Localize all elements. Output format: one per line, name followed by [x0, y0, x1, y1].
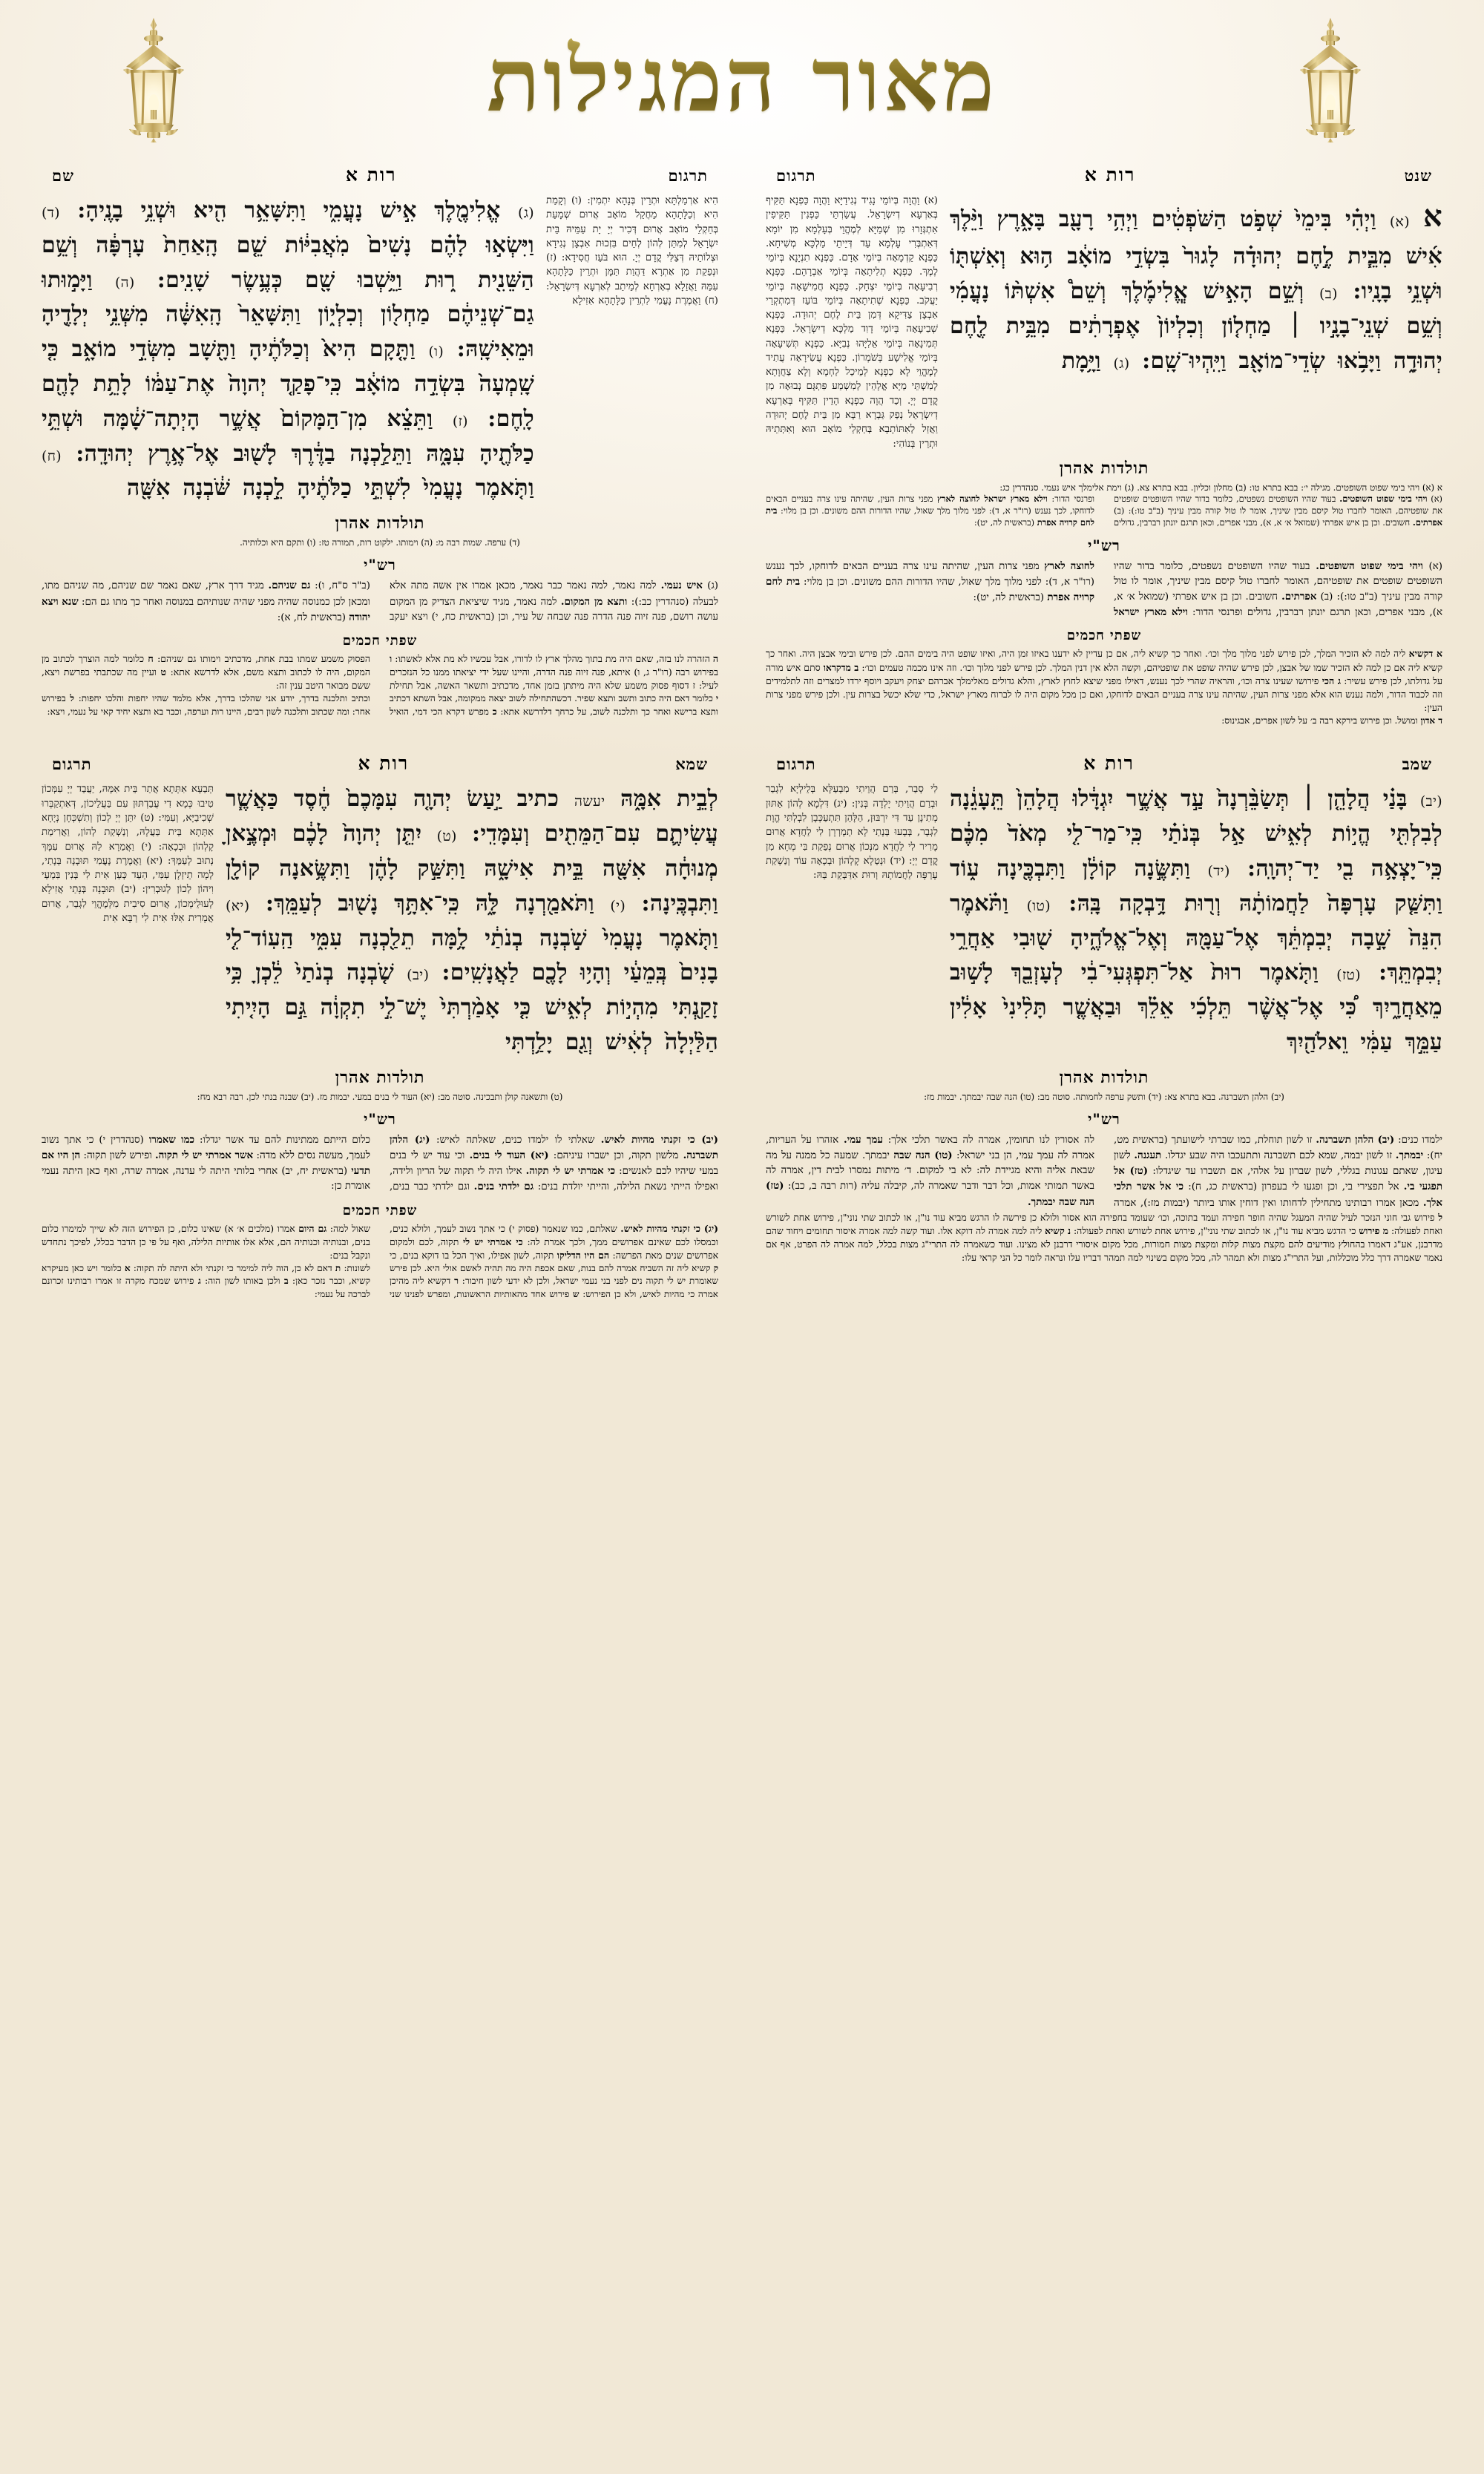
rashi-body: (א) ויהי בימי שפוט השופטים. בעוד שהיו השופטים נשפטים, כלומר בדור שהיו השופטים שופטים את שופטיהם, האומר לחברו טול קיסם מבין שיניך, אומר לו טול קורה מבין עיניך (ב"ב טו:): (ב) אפרתים. חשובים. וכן בן איש אפרתי (שמואל א׳ א, א), מבני אפרים, וכאן תרגם יונתן רברבין, גדולים ופרנסי הדור: וילא מארץ ישראל לחוצה לארץ מפני צרות העין, שהיתה עינו צרה בעניים הבאים לדוחקו, לכך נענש (רו"ר א, ד): לפני מלוך מלך שאול, שהיו הדורות ההם משונים. וכן בן מלוי: בית לחם קרויה אפרת (בראשית לה, יט): — [766, 560, 1442, 619]
targum-column: הִיא אַרְמַלְתָּא וּתְרֵין בְּנָהָא יִתְמִין: (ו) וְקָמַת הִיא וְכַלָּתָהָא מֵחֲקַל מוֹאָב אֲרוּם שְׁמָעַת בְּחַקְלֵי מוֹאָב אֲרוּם דְּכִיר יְיָ יָת עַמֵּיהּ בֵּית יִשְׂרָאֵל לְמִתַּן לְהוֹן לְחֵים בִּזְכוּת אִבְצָן נְגִידָא וּצְלוֹתֵיהּ דְּצַלִּי קֳדָם יְיָ. הוּא בֹּעַז חֲסִידָא: (ז) וּנְפַקַת מִן אַתְרָא דַּהֲוַת תַּמָּן וּתְרֵין כַּלָּתָהָא עִמַּהּ וַאֲזַלָא בְאָרְחָא לְמֵיתַב לְאַרְעָא דְּיִשְׂרָאֵל: (ח) וַאֲמֶרֶת נָעֳמִי לִתְרֵין כַּלָּתָהָא אִזִילָא — [546, 195, 718, 306]
sifsei-chachamim-body: (יג) כי זקנתי מהיות לאיש. שאלתם, כמו שנאמר (פסוק י) כי אתך נשוב לעמך, ולולא כנים, וכמסלו לכם שאינם אפרושים ממך, ולכך אמרת לה: כי אמרתי יש לי תקוה, לכם ולמקום אפרושים שנים מאת הפרשה: הם היו הדליקו תקוה, לשון אפילו, ואיך הכל בו דוקא בנים, כי שאול למה: גם היום אמרו (מלכים א׳ א) שאינו כלום, כן הפירוש הזה לא שייך למימרו כלום בנים, ובנותיה וכנותיה הם, אלא אלו אותיות הלילה, ואף על פי כן הדבר בכלל, לפיכך נתחדש ונקבל בנים: — [42, 1222, 719, 1261]
running-head — [766, 735, 1442, 782]
toldos-aharon-heading: תולדות אהרן — [335, 513, 425, 534]
page-spread — [37, 160, 1447, 1301]
chapter-title: רות א — [358, 752, 410, 775]
sifsei-chachamim-footer: ק קשיא ליה זה השביח אמרה להם בנות, שאם אכפת היה מה תהיה לאשם אולי היא. לכן פירש שאומרת יש לי תקוה נים לפני בני נעמי ישראל, ולכן לא ידעי לשון חיבור: ר דקשיא ליה מהיכן אמרה כי מהיות לאיש, ולא כן הפירוש: ש פירוש אחד מהאותיות הראשונות, ומפרש לפנינו שני לשונות: ת דאם לא כן, הוה ליה למימר כי זקנתי ולא היתה לה תקוה: א כלומר ויש כאן מעיקרא קשיא, וכבר נזכר כאן: ב ולכן באותו לשון הוה: ג פירוש שמכח מקרה זו אמרו רבותינו זכרונם לברכה על נעמי: — [42, 1262, 719, 1299]
running-head — [766, 160, 1442, 194]
page-number: שמב — [1402, 755, 1432, 774]
toldos-aharon-body: (יב) הלהן תשברנה. בבא בתרא צא: (יד) ותשק ערפה לחמותה. סוטה מב: (טו) הנה שבה יבמתך. יבמות מז: — [924, 1091, 1284, 1102]
lantern-icon — [1287, 16, 1374, 142]
targum-label: תרגום — [776, 755, 816, 774]
sefer-page — [37, 735, 723, 1301]
page-number: שנט — [1404, 166, 1432, 185]
rashi-heading: רש"י — [364, 1110, 396, 1129]
sifsei-chachamim-body: ל פירוש גבי חוני הנזכר לעיל שהיה המעגל שהיה חופר חפירה ועמד בתוכה, וכו׳ שעומד בחפירה הוא אסור ולולא כן פירשה לו הרגש מביא עוד נו"ן, או לכתוב שתי נוני"ן, פירוש אחת לשורש ואחת לפעולה: מ פירוש כי הדגש מביא עוד נו"ן, או לכתוב שתי נוני"ן, פירוש אחת לשורש ואחת לפעולה: נ קשיא ליה למה אמרה לה דוקא אלו. ועוד קשה למה אמרה איסור תחומים ויחוד שהם מדרבנן, אע"ג דאמרו בהחולץ מודיעים להם מקצת מצות קלות ומקצת מצות חמורות, מכל מקום איסורי דרבנן לא מצינו. ועוד כשאמרה לה התרי"ג מצות בכלל, למה אמרה לה הפרט, אף אם נאמר שאמרה דרך כלל מוכללות, ועל התרי"ג מצות ולא תמהר לה, מכל מקום בשינוי למה תמהר דבריו עלו ונראה לומר כל הני קראי עלו: — [766, 1211, 1442, 1263]
sefer-page — [37, 160, 723, 727]
rashi-body: (ג) איש נעמי. למה נאמר, למה נאמר כבר נאמר, מכאן אמרו אין אשה מתה אלא לבעלה (סנהדרין כב:): ותצא מן המקום. למה נאמר, מגיד שיציאת הצדיק מן המקום עושה רושם, פנה זיוה פנה הדרה פנה שבחה של עיר, וכן (בראשית כח, י) ויצא יעקב (ב"ר ס"ח, ו): גם שניהם. מגיד דרך ארץ, שאם נאמר שם שניהם, מה שניהם מתו, ומכאן לכן כמנוסה שהיה מפני שהיה שנותיהם במנוסה ואחר כך מתו גם הם: שנא ויצא יהודה (בראשית לח, א): — [42, 580, 719, 623]
scripture-block — [766, 194, 1442, 451]
running-head — [42, 160, 718, 194]
targum-label: תרגום — [668, 166, 708, 185]
main-scripture-text: א (א) וַיְהִ֗י בִּימֵי֙ שְׁפֹ֣ט הַשֹּׁפְטִ֔ים וַיְהִ֥י רָעָ֖ב בָּאָ֑רֶץ וַיֵּ֨לֶךְ אִ֜ישׁ מִבֵּ֧ית לֶ֣חֶם יְהוּדָ֗ה לָגוּר֙ בִּשְׂדֵ֣י מוֹאָ֔ב ה֥וּא וְאִשְׁתּ֖וֹ וּשְׁנֵ֥י בָנָֽיו: (ב) וְשֵׁ֣ם הָאִ֣ישׁ אֱ‍ֽלִימֶ֡לֶךְ וְשֵׁם֩ אִשְׁתּ֨וֹ נָעֳמִ֜י וְשֵׁ֥ם שְׁנֵֽי־בָנָ֣יו ׀ מַחְל֤וֹן וְכִלְיוֹן֙ אֶפְרָתִ֔ים מִבֵּ֥ית לֶ֖חֶם יְהוּדָ֑ה וַיָּבֹ֥אוּ שְׂדֵי־מוֹאָ֖ב וַיִּֽהְיוּ־שָֽׁם: (ג) וַיָּ֥מָת — [950, 199, 1443, 374]
main-scripture-text: (ג) אֱלִימֶ֖לֶךְ אִ֣ישׁ נָעֳמִ֑י וַתִּשָּׁאֵ֥ר הִ֖יא וּשְׁנֵ֥י בָנֶֽיהָ: (ד) וַיִּשְׂא֣וּ לָהֶ֗ם נָשִׁים֙ מֹֽאֲבִיּ֔וֹת שֵׁ֤ם הָֽאַחַת֙ עָרְפָּ֔ה וְשֵׁ֥ם הַשֵּׁנִ֖ית ר֑וּת וַיֵּ֥שְׁבוּ שָׁ֖ם כְּעֶ֥שֶׂר שָׁנִֽים: (ה) וַיָּמ֣וּתוּ גַם־שְׁנֵיהֶ֔ם מַחְל֖וֹן וְכִלְי֑וֹן וַתִּשָּׁאֵר֙ הָֽאִשָּׁ֔ה מִשְּׁנֵ֥י יְלָדֶ֖יהָ וּמֵאִישָֽׁהּ: (ו) וַתָּ֤קָם הִיא֙ וְכַלֹּתֶ֔יהָ וַתָּ֖שָׁב מִשְּׂדֵ֣י מוֹאָ֑ב כִּ֤י שָֽׁמְעָה֙ בִּשְׂדֵ֣ה מוֹאָ֔ב כִּֽי־פָקַ֤ד יְהוָה֙ אֶת־עַמּ֔וֹ לָתֵ֥ת לָהֶ֖ם לָֽחֶם: (ז) וַתֵּצֵ֗א מִן־הַמָּקוֹם֙ אֲשֶׁ֣ר הָיְתָה־שָׁ֔מָּה וּשְׁתֵּ֥י כַלֹּתֶ֖יהָ עִמָּ֑הּ וַתֵּלַ֣כְנָה בַדֶּ֔רֶךְ לָשׁ֖וּב אֶל־אֶ֥רֶץ יְהוּדָֽה: (ח) וַתֹּ֤אמֶר נָעֳמִי֙ לִשְׁתֵּ֣י כַלֹּתֶ֔יהָ לֵ֣כְנָה שֹּׁ֔בְנָה אִשָּׁ֖ה — [42, 197, 535, 502]
toldos-aharon-body: (ד) ערפה. שמות רבה מ: (ה) וימותו. ילקוט רות, תמורה טז: (ו) ותקם היא וכלותיה. — [240, 537, 520, 548]
page-title: מאור המגילות — [442, 34, 1042, 126]
scripture-block — [42, 782, 718, 1060]
targum-column: (א) וַהֲוָה בְּיוֹמֵי נָגִיד נְגִידַיָּא וַהֲוָה כַּפְנָא תַּקִּיף בְּאַרְעָא דְיִשְׂרָאֵל. עֲשַׂרְתֵּי כַּפְנִין תַּקִּיפִין אִתְגְּזָרוּ מִן שְׁמַיָּא לְמֶהֱוֵי בְּעָלְמָא מִן יוֹמָא דְּאִתְבְּרִי עָלְמָא עַד דְּיֵיתֵי מַלְכָּא מְשִׁיחָא. כַּפְנָא קַדְמָאָה בְּיוֹמֵי אָדָם. כַּפְנָא תִנְיָנָא בְּיוֹמֵי לֶמֶךְ. כַּפְנָא תְלִיתָאָה בְּיוֹמֵי אַבְרָהָם. כַּפְנָא רְבִיעָאָה בְּיוֹמֵי יִצְחָק. כַּפְנָא חֲמִישָׁאָה בְּיוֹמֵי יַעֲקֹב. כַּפְנָא שְׁתִיתָאָה בְּיוֹמֵי בּוֹעַז דְּמִתְקְרֵי אִבְצָן צַדִּיקָא דְּמִן בֵּית לֶחֶם יְהוּדָה. כַּפְנָא שְׁבִיעָאָה בְּיוֹמֵי דָוִד מַלְכָּא דְיִשְׂרָאֵל. כַּפְנָא תְּמִינָאָה בְּיוֹמֵי אֵלִיָּהוּ נְבִיָּא. כַּפְנָא תְּשִׁיעָאָה בְּיוֹמֵי אֱלִישָׁע בְּשֹׁמְרוֹן. כַּפְנָא עֲשִׂירָאָה עֲתִיד לְמֶהֱוֵי לָא כַפְנָא לְמֵיכַל לַחְמָא וְלָא צַחֲוָתָא לְמִשְׁתֵּי מַיָּא אֱלָהֵין לְמִשְׁמַע פִּתְגָּם נְבוּאָה מִן קֳדָם יְיָ. וְכַד הֲוָה כַּפְנָא הָדֵין תַּקִּיף בְּאַרְעָא דְיִשְׂרָאֵל נְפַק גַּבְרָא רַבָּא מִן בֵּית לֶחֶם יְהוּדָה וַאֲזַל לְאִתּוֹתָבָא בְּחַקְלֵי מוֹאָב הוּא וְאִתְּתֵיהּ וּתְרֵין בְּנוֹהִי: — [766, 195, 938, 450]
sifsei-chachamim-heading: שפתי חכמים — [1066, 628, 1142, 644]
page-number: שמא — [675, 755, 708, 774]
targum-label: תרגום — [776, 166, 816, 185]
sifsei-chachamim-body: ה הזהרה לנו בזה, שאם היה מת בתוך מהלך ארץ לו לדורו, אבל עכשיו לא מת אלא לאשתו: ו בפירוש רבה (רו"ר ג, ו) איתא, פנה זיוה פנה הדרה, והיינו שעל ידי יציאתו ממנו כל הנזכרים לעיל: ז דסוף פסוק משמע שלא היה מיתתן בזמן אחד, מדכתיב ותשאר האשה, אבל תחילת הפסוק משמע שמתו בבת אחת, מדכתיב וימותו גם שניהם: ח כלומר למה הוצרך לכתוב מן המקום, היה לו לכתוב ותצא משם, אלא לדרשא אתא: ט ועיין מה שכתבתי בפרשת ויצא, ששם מבואר היטב ענין זה: — [42, 652, 718, 691]
toldos-aharon-body: א (א) ויהי בימי שפוט השופטים. מגילה י׳: בבא בתרא טו: (ב) מחלון וכליון. בבא בתרא צא. (ג) וימת אלימלך איש נעמי. סנהדרין כג: — [999, 482, 1442, 493]
running-head — [42, 735, 718, 782]
scripture-block — [766, 782, 1442, 1060]
lantern-icon — [110, 16, 197, 142]
toldos-aharon-heading: תולדות אהרן — [1059, 458, 1149, 478]
rashi-body: (יב) כי זקנתי מהיות לאיש. שאלתי לו ילמדו כנים, שאלתה לאיש: (יג) הלהן תשברנה. מלשון תקוה, וכן ישברו עיניהם: (יא) העוד לי בנים. וכי עוד יש לי בנים במעי שיהיו לכם לאנשים: כי אמרתי יש לי תקוה. אילו היה לי תקוה של הריון ולידה, ואפילו הייתי נשאת הלילה, והייתי יולדת בנים: גם ילדתי בנים. וגם ילדתי כבר בנים, כלום הייתם ממתינות להם עד אשר יגדלו: כמו שאמרו (סנהדרין י) כי אתך נשוב לעמך, מעשה נסים ללא מדה: אשר אמרתי יש לי תקוה. ופירש לשון תקוה: הן היו אם תדעי (בראשית יח, יב) אחרי בלותי היתה לי עדנה, אמרה שרה, ואף כאן היתה נעמי אומרת כן: — [42, 1134, 719, 1193]
main-scripture-text: לְבֵ֣ית אִמָּ֑הּ יעשה כתיב יַ֣עַשׂ יְהוָ֤ה עִמָּכֶם֙ חֶ֔סֶד כַּאֲשֶׁ֧ר עֲשִׂיתֶ֛ם עִם־הַמֵּתִ֖ים וְעִמָּדִֽי: (ט) יִתֵּ֤ן יְהוָה֙ לָכֶ֔ם וּמְצֶ֣אןָ מְנוּחָ֔ה אִשָּׁ֖ה בֵּ֣ית אִישָׁ֑הּ וַתִּשַּׁ֣ק לָהֶ֔ן וַתִּשֶּׂ֥אנָה קוֹלָ֖ן וַתִּבְכֶּֽינָה: (י) וַתֹּאמַ֖רְנָה לָּ֑הּ כִּֽי־אִתָּ֥ךְ נָשׁ֖וּב לְעַמֵּֽךְ: (יא) וַתֹּ֤אמֶר נָעֳמִי֙ שֹׁ֣בְנָה בְנֹתַ֔י לָ֥מָּה תֵלַ֖כְנָה עִמִּ֑י הַֽעֽוֹד־לִ֤י בָנִים֙ בְּֽמֵעַ֔י וְהָי֥וּ לָכֶ֖ם לַאֲנָשִֽׁים: (יב) שֹׁ֤בְנָה בְנֹתַי֙ לֵ֔כְןָ כִּ֥י זָקַ֖נְתִּי מִהְי֣וֹת לְאִ֑ישׁ כִּ֤י אָמַ֨רְתִּי֙ יֶשׁ־לִ֣י תִקְוָ֔ה גַּ֣ם הָיִ֤יתִי הַלַּ֨יְלָה֙ לְאִ֔ישׁ וְגַ֖ם יָלַ֥דְתִּי — [226, 786, 718, 1056]
targum-column: תְּבַעָא אִתְּתָא אֲתַר בֵּית אִמָּהּ, יַעֲבֵד יְיָ עִמְּכוֹן טִיבוּ כְּמָא דִי עֲבַדְתּוּן עִם בַּעֲלֵיכוֹן, דְּאִתְקַבְּרוּ שְׁכִיבַיָּא, וְעִמִּי: (ט) יִתֵּן יְיָ לְכוֹן וְתִשְׁכְּחָן נְיָחָא אִתְּתָא בֵּית בַּעֲלָהּ, וְנַשְׁקַת לְהוֹן, וַאֲרִימַת קָלְהוֹן וּבְכָאָה: (י) וַאֲמַרָא לַהּ אֲרוּם עִמָּךְ נְתוּב לְעַמֵּךְ: (יא) וַאֲמֶרֶת נָעֳמִי תּוּבָנָה בְּנָתַי, לְמָה תֵיזְלָן עִמִּי, הַעַד כְּעַן אִית לִי בְּנִין בִּמְעַי וִיהוֹן לְכוֹן לְגוּבְרִין: (יב) תּוּבָנָה בְּנָתַי אֲזִילָא לְעוּלֵימְכוֹן, אֲרוּם סִיבִית מִלְּמֶהֱוֵי לִגְבַר, אֲרוּם אֲמָרִית אִלּוּ אִית לִי רַבָּא אִית — [42, 784, 214, 924]
sifsei-chachamim-heading: שפתי חכמים — [342, 1202, 418, 1218]
scripture-block — [42, 194, 718, 506]
sefer-page — [761, 160, 1447, 727]
toldos-aharon-heading: תולדות אהרן — [1059, 1067, 1149, 1087]
targum-label: תרגום — [52, 755, 92, 774]
rashi-heading: רש"י — [1088, 536, 1120, 554]
main-scripture-text: (יב) בָּנַ֗י הֲלָהֵ֤ן ׀ תְּשַׂבֵּ֨רְנָה֙ עַ֣ד אֲשֶׁ֣ר יִגְדָּ֔לוּ הֲלָהֵן֙ תֵּֽעָגֵ֔נָה לְבִלְתִּ֖י הֱי֣וֹת לְאִ֑ישׁ אַ֣ל בְּנֹתַ֗י כִּֽי־מַר־לִ֤י מְאֹד֙ מִכֶּ֔ם כִּֽי־יָצְאָ֥ה בִ֖י יַד־יְהוָֽה: (יד) וַתִּשֶּׂ֣נָה קוֹלָ֔ן וַתִּבְכֶּ֖ינָה ע֑וֹד וַתִּשַּׁ֤ק עָרְפָּה֙ לַחֲמוֹתָ֔הּ וְר֖וּת דָּ֥בְקָה בָּֽהּ: (טו) וַתֹּ֗אמֶר הִנֵּה֙ שָׁ֣בָה יְבִמְתֵּ֔ךְ אֶל־עַמָּ֖הּ וְאֶל־אֱלֹהֶ֑יהָ שׁ֖וּבִי אַחֲרֵ֥י יְבִמְתֵּֽךְ: (טז) וַתֹּ֤אמֶר רוּת֙ אַל־תִּפְגְּעִי־בִ֔י לְעָזְבֵ֖ךְ לָשׁ֣וּב מֵאַחֲרָ֑יִךְ כִּ֠י אֶל־אֲשֶׁ֨ר תֵּלְכִ֜י אֵלֵ֗ךְ וּבַאֲשֶׁ֤ר תָּלִ֨ינִי֙ אָלִ֔ין עַמֵּ֣ךְ עַמִּ֔י וֵאלֹהַ֖יִךְ — [950, 786, 1442, 1056]
rashi-heading: רש"י — [364, 556, 396, 574]
chapter-title: רות א — [1083, 752, 1135, 775]
rashi-heading: רש"י — [1088, 1110, 1120, 1129]
rashi-body: ילמדו כנים: (יב) הלהן תשברנה. זו לשון תוחלת, כמו שברתי לישועתך (בראשית מט, יח): יבמתך. זו לשון יבמה, שמא לכם תשברנה ותתעכבו היה שבע יגדלו. תעגנה. לשון עיגון, שאתם עגונות בגללי, לשון שברון על אלהי, אם תשברו עד שיגדלו: (טז) אל תפגעי בי. אל תפצירי בי, וכן ופגעו לי בעפרון (בראשית כג, ח): כי אל אשר תלכי אלך. מכאן אמרו רבותינו מתחילין לדחותו ואין דוחין אותו ביותר (יבמות מז:), אמרה לה אסורין לנו תחומין, אמרה לה באשר תלכי אלך: עמך עמי. אזהרו על העריות, אמרה לה עמך עמי, הן בני ישראל: (טו) הנה שבה יבמתך. שמעה כל ממנה על מה שבאת אליה והיא מגיידת לה: לא בי למקום. ד׳ מיתות נמסרו לבית דין, אמרה לה באשר תמותי אמות, וכל דבר ודבר שאמרה לה, קיבלה עליה (רות רבה ב, כב): (טז) הנה שבה יבמתך. — [766, 1134, 1442, 1209]
toldos-aharon-body: (ט) ותשאנה קולן ותבכינה. סוטה מב: (יא) העוד לי בנים במעי. יבמות מז. (יב) שבנה בנתי לכן. רבה רבא מח: — [197, 1091, 563, 1102]
chapter-title: רות א — [345, 164, 397, 186]
page-number: שם — [52, 166, 74, 185]
sefer-page — [761, 735, 1447, 1301]
sifsei-chachamim-footer: י כלומר דאם היה כתוב ותשב ותצא שפיר. דכשהתחילה לשוב יצאה ממקומה, אבל השתא דכתיב ותצא ברישא ואחר כך ותלכנה לשוב, על כרחך דלדרשא אתא: כ מפרש דקרא הכי דמי, הואיל וכתיב ותלכנה בדרך, יודע אני שהלכו בדרך, אלא מלמד שהיו יחפות והלכו יחפות: ל בפירוש אחר: ומה שכתוב ותלכנה לשון רבים, היינו רות וערפה, וכבר בא ותצא יחיד קאי על נעמי, ויצא: — [42, 693, 718, 717]
toldos-aharon-extended: (א) ויהי בימי שפוט השופטים. בעוד שהיו השופטים נשפטים, כלומר בדור שהיו השופטים שופטים את שופטיהם, האומר לחברו טול קיסם מבין שיניך, אומר לו טול קורה מבין עיניך (ב"ב טו:): (ב) אפרתים. חשובים. וכן בן איש אפרתי (שמואל א׳ א, א), מבני אפרים, וכאן תרגם יונתן רברבין, גדולים ופרנסי הדור: וילא מארץ ישראל לחוצה לארץ מפני צרות העין, שהיתה עינו צרה בעניים הבאים לדוחקו, לכך נענש (רו"ר א, ד): לפני מלוך מלך שאול, שהיו הדורות ההם משונים. וכן בן מלוי: בית לחם קרויה אפרת (בראשית לה, יט): — [766, 493, 1442, 528]
chapter-title: רות א — [1084, 164, 1136, 186]
sifsei-chachamim-footer: ד אדון ומושל. וכן פירוש בירקא רבה ב׳ על לשון אפרים, אבגינוס: — [1221, 715, 1442, 726]
masthead — [0, 0, 1484, 160]
sifsei-chachamim-body: א דקשיא ליה למה לא הזכיר המלך, לכן פירש לפני מלוך מלך וכו׳. ואחר כך קשיא ליה, אם כן עדיין לא ידענו באיזו זמן היה, ואיזו שופט היה בימים ההם. לכן פירש ובימי אבצן היה. ואחר כך קשיא ליה אם כן למה לא הזכיר שמו של אבצן, לכן פירש שהיה שופט את שופטיהם, וקשה הלא אין דנין המלך. לכן פירש לפני מלוך וכו׳. וזה אינו מכמה טעמים וכו׳: ב מדקראו סתם איש מורה על גדולתו, לכן פירש עשיר: ג הכי פירושו שעינו צרה וכו׳, והראיה שהרי לכך נענש, דאילו מפני שיצא לחוץ לארץ, והלא גדולים מאלימלך אברהם יצחק ויעקב ויוסף ירדו למצרים וזה לתלמידים וזה לכבוד הדור, ולמה נענש הוא אלא מפני צרות העין, שהיתה עינו צרה בעניים הבאים לדוחקו, ואם כן מכל מקום היה לו לברוח מארץ ישראל, כדי שלא יכשל בצרות עין. ולכן פירש מפני צרות העין: — [766, 648, 1443, 713]
sifsei-chachamim-heading: שפתי חכמים — [342, 632, 418, 649]
toldos-aharon-heading: תולדות אהרן — [335, 1067, 425, 1087]
targum-column: לִי סְבַר, בְּרַם הֲוֵיתִי מִבְעַלָּא בְּלֵילְיָא לִגְבַר וּבְרַם הֲוֵיתִי יָלְדָה בְּנִין: (יג) דִּלְמָא לְהוֹן אַתּוּן מְתִינָן עַד דִּי יִרְבּוּן, הַלָּהֵן תִּתְעַכְּבָן לִבְלְתִּי הֱוָת לִגְבָר, בְּבָעוּ בְּנָתַי לָא תְמָרְרָן לִי לַחֲדָא אֲרוּם מָרִיר לִי לַחֲדָא מִנְּכוֹן אֲרוּם נְפַקַת בִּי מְחָא מִן קֳדָם יְיָ: (יד) וּנְטַלָא קָלְהוֹן וּבְכָאָה עוֹד וְנַשְׁקַת עָרְפָּה לַחֲמוֹתָהּ וְרוּת אִדַּבְּקַת בַּהּ: — [766, 784, 938, 882]
